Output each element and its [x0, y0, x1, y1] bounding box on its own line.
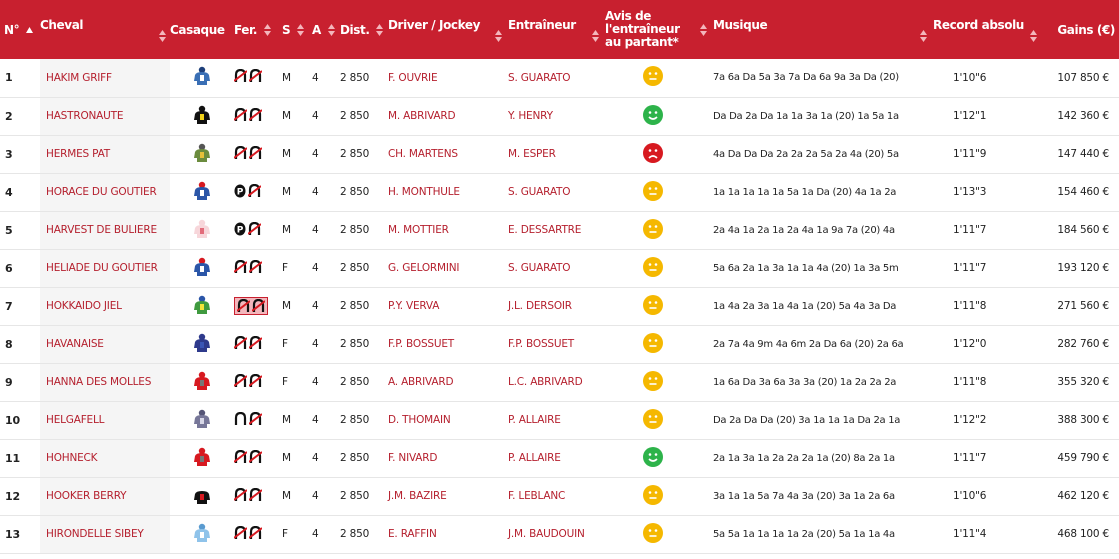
barred-shoe-icon: [234, 450, 247, 464]
sexe-cell: M: [282, 224, 291, 236]
sort-icon: [920, 30, 927, 42]
horse-name-link[interactable]: HIRONDELLE SIBEY: [40, 515, 170, 553]
age-cell: 4: [312, 262, 319, 274]
shoeing-indicator: [234, 488, 262, 502]
driver-link[interactable]: D. THOMAIN: [388, 414, 451, 426]
good-smiley-icon: [643, 105, 663, 128]
avis-cell: [605, 515, 713, 553]
sexe-cell: M: [282, 71, 291, 84]
sort-icon: [1030, 30, 1037, 42]
gains-cell: 107 850 €: [1057, 71, 1109, 84]
musique-cell: 1a 1a 1a 1a 1a 5a 1a Da (20) 4a 1a 2a: [713, 186, 897, 198]
age-cell: 4: [312, 414, 319, 426]
table-row[interactable]: [0, 173, 1119, 211]
bad-smiley-icon: [643, 143, 663, 166]
col-header-record-label: Record absolu: [933, 18, 1024, 32]
record-cell: 1'11"7: [953, 452, 987, 464]
avis-cell: [605, 173, 713, 211]
shoeing-indicator: [234, 184, 261, 198]
jockey-silk-icon: [193, 143, 211, 166]
record-cell: 1'11"8: [953, 300, 987, 312]
col-header-a-label: A: [312, 22, 321, 37]
barred-shoe-icon: [249, 108, 262, 122]
table-row[interactable]: [0, 135, 1119, 173]
plate-icon: [234, 184, 246, 198]
driver-link[interactable]: H. MONTHULE: [388, 186, 460, 198]
record-cell: 1'11"7: [953, 262, 987, 274]
musique-cell: 5a 5a 1a 1a 1a 1a 2a (20) 5a 1a 1a 4a: [713, 528, 895, 540]
casaque-cell: [170, 135, 234, 173]
fer-cell: [234, 59, 282, 97]
good-smiley-icon: [643, 447, 663, 470]
sort-icon: [297, 24, 304, 36]
jockey-silk-icon: [193, 257, 211, 280]
sort-icon: [376, 24, 383, 36]
driver-link[interactable]: F. NIVARD: [388, 452, 438, 464]
col-header-fer-label: Fer.: [234, 22, 258, 37]
sexe-cell: F: [282, 376, 288, 388]
plate-icon: [234, 222, 246, 236]
sort-icon: [700, 24, 707, 36]
distance-cell: 2 850: [340, 224, 370, 236]
sexe-cell: M: [282, 148, 291, 160]
age-cell: 4: [312, 71, 319, 84]
driver-link[interactable]: M. ABRIVARD: [388, 110, 456, 122]
record-cell: 1'12"2: [953, 414, 987, 426]
col-header-fer[interactable]: [234, 0, 282, 59]
barred-shoe-icon: [252, 299, 265, 313]
col-header-avis-label: Avis de l'entraîneur au partant*: [605, 9, 680, 49]
gains-cell: 468 100 €: [1057, 528, 1109, 540]
table-row[interactable]: [0, 59, 1119, 97]
fer-cell: [234, 97, 282, 135]
age-cell: 4: [312, 224, 319, 236]
trainer-link[interactable]: M. ESPER: [508, 148, 556, 160]
casaque-cell: [170, 477, 234, 515]
age-cell: 4: [312, 148, 319, 160]
col-header-cheval-label: Cheval: [40, 18, 84, 32]
sort-icon: [592, 30, 599, 42]
fer-cell: [234, 211, 282, 249]
shoeing-indicator: [234, 526, 262, 540]
barred-shoe-icon: [249, 450, 262, 464]
musique-cell: 5a 6a 2a 1a 3a 1a 1a 4a (20) 1a 3a 5m: [713, 262, 899, 274]
sexe-cell: M: [282, 414, 291, 426]
barred-shoe-icon: [249, 374, 262, 388]
trainer-link[interactable]: L.C. ABRIVARD: [508, 376, 583, 388]
avis-cell: [605, 477, 713, 515]
runner-number: 10: [5, 413, 20, 427]
col-header-avis[interactable]: [605, 0, 713, 59]
shoeing-indicator: [234, 297, 268, 315]
casaque-cell: [170, 211, 234, 249]
distance-cell: 2 850: [340, 490, 370, 502]
sexe-cell: M: [282, 110, 291, 122]
sort-icon: [159, 30, 166, 42]
trainer-link[interactable]: E. DESSARTRE: [508, 224, 582, 236]
age-cell: 4: [312, 300, 319, 312]
trainer-link[interactable]: S. GUARATO: [508, 71, 571, 84]
fer-cell: [234, 325, 282, 363]
col-header-cheval[interactable]: [40, 0, 170, 59]
col-header-entraineur[interactable]: [508, 0, 605, 59]
neutral-smiley-icon: [643, 485, 663, 508]
avis-cell: [605, 97, 713, 135]
casaque-cell: [170, 515, 234, 553]
horse-name-link[interactable]: HELGAFELL: [40, 401, 170, 439]
gains-cell: 184 560 €: [1057, 224, 1109, 236]
driver-link[interactable]: A. ABRIVARD: [388, 376, 454, 388]
table-row[interactable]: [0, 249, 1119, 287]
neutral-smiley-icon: [643, 371, 663, 394]
fer-cell: [234, 249, 282, 287]
barred-shoe-icon: [248, 184, 261, 198]
neutral-smiley-icon: [643, 333, 663, 356]
record-cell: 1'11"4: [953, 528, 987, 540]
record-cell: 1'12"0: [953, 338, 987, 350]
sort-icon: [264, 24, 271, 36]
sexe-cell: M: [282, 452, 291, 464]
horse-name-link[interactable]: HANNA DES MOLLES: [40, 363, 170, 401]
fer-cell: [234, 287, 282, 325]
col-header-dist[interactable]: [340, 0, 388, 59]
horseshoe-icon: [234, 412, 247, 426]
col-header-num-label: N°: [4, 22, 20, 37]
table-row[interactable]: [0, 211, 1119, 249]
distance-cell: 2 850: [340, 338, 370, 350]
avis-cell: [605, 363, 713, 401]
record-cell: 1'13"3: [953, 186, 987, 198]
sexe-cell: F: [282, 262, 288, 274]
barred-shoe-icon: [249, 146, 262, 160]
casaque-cell: [170, 97, 234, 135]
shoeing-indicator: [234, 336, 262, 350]
avis-cell: [605, 439, 713, 477]
horse-name-link[interactable]: HOOKER BERRY: [40, 477, 170, 515]
avis-cell: [605, 135, 713, 173]
table-row[interactable]: [0, 325, 1119, 363]
sexe-cell: F: [282, 528, 288, 540]
col-header-driver[interactable]: [388, 0, 508, 59]
jockey-silk-icon: [193, 447, 211, 470]
gains-cell: 388 300 €: [1057, 414, 1109, 426]
musique-cell: 2a 4a 1a 2a 1a 2a 4a 1a 9a 7a (20) 4a: [713, 224, 895, 236]
avis-cell: [605, 249, 713, 287]
driver-link[interactable]: G. GELORMINI: [388, 262, 460, 274]
fer-cell: [234, 439, 282, 477]
jockey-silk-icon: [193, 105, 211, 128]
horse-name-link[interactable]: HAKIM GRIFF: [40, 59, 170, 97]
jockey-silk-icon: [193, 409, 211, 432]
trainer-link[interactable]: P. ALLAIRE: [508, 414, 561, 426]
header-row: [0, 0, 1119, 59]
table-row[interactable]: [0, 477, 1119, 515]
runner-number: 12: [5, 489, 20, 503]
table-row[interactable]: [0, 287, 1119, 325]
jockey-silk-icon: [193, 295, 211, 318]
trainer-link[interactable]: F. LEBLANC: [508, 490, 566, 502]
horse-name-link[interactable]: HOHNECK: [40, 439, 170, 477]
barred-shoe-icon: [249, 69, 262, 83]
barred-shoe-icon: [234, 260, 247, 274]
age-cell: 4: [312, 338, 319, 350]
runner-number: 7: [5, 299, 13, 313]
age-cell: 4: [312, 110, 319, 122]
table-row[interactable]: [0, 401, 1119, 439]
sexe-cell: M: [282, 490, 291, 502]
casaque-cell: [170, 439, 234, 477]
jockey-silk-icon: [193, 485, 211, 508]
driver-link[interactable]: CH. MARTENS: [388, 148, 458, 160]
barred-shoe-icon: [249, 260, 262, 274]
trainer-link[interactable]: S. GUARATO: [508, 186, 571, 198]
svg-text:P: P: [236, 225, 244, 235]
musique-cell: 3a 1a 1a 5a 7a 4a 3a (20) 3a 1a 2a 6a: [713, 490, 895, 502]
barred-shoe-icon: [234, 488, 247, 502]
sexe-cell: M: [282, 300, 291, 312]
col-header-gains-label: Gains (€): [1057, 22, 1115, 37]
shoeing-indicator: [234, 450, 262, 464]
age-cell: 4: [312, 528, 319, 540]
col-header-casaque-label: Casaque: [170, 22, 225, 37]
runner-number: 13: [5, 527, 20, 541]
fer-cell: [234, 135, 282, 173]
table-row[interactable]: [0, 363, 1119, 401]
distance-cell: 2 850: [340, 186, 370, 198]
jockey-silk-icon: [193, 371, 211, 394]
barred-shoe-icon: [249, 526, 262, 540]
barred-shoe-icon: [234, 526, 247, 540]
musique-cell: 1a 4a 2a 3a 1a 4a 1a (20) 5a 4a 3a Da: [713, 300, 897, 312]
runner-number: 6: [5, 261, 13, 275]
trainer-link[interactable]: Y. HENRY: [508, 110, 553, 122]
barred-shoe-icon: [234, 374, 247, 388]
barred-shoe-icon: [234, 336, 247, 350]
distance-cell: 2 850: [340, 376, 370, 388]
age-cell: 4: [312, 376, 319, 388]
jockey-silk-icon: [193, 219, 211, 242]
runner-number: 9: [5, 375, 13, 389]
runner-number: 3: [5, 147, 13, 161]
casaque-cell: [170, 363, 234, 401]
trainer-link[interactable]: F.P. BOSSUET: [508, 338, 575, 350]
casaque-cell: [170, 173, 234, 211]
barred-shoe-icon: [249, 336, 262, 350]
barred-shoe-icon: [248, 222, 261, 236]
horse-name-link[interactable]: HAVANAISE: [40, 325, 170, 363]
avis-cell: [605, 59, 713, 97]
gains-cell: 355 320 €: [1057, 376, 1109, 388]
record-cell: 1'11"8: [953, 376, 987, 388]
trainer-link[interactable]: S. GUARATO: [508, 262, 571, 274]
distance-cell: 2 850: [340, 300, 370, 312]
avis-cell: [605, 211, 713, 249]
distance-cell: 2 850: [340, 110, 370, 122]
horse-name-link[interactable]: HORACE DU GOUTIER: [40, 173, 170, 211]
neutral-smiley-icon: [643, 523, 663, 546]
sort-icon: [495, 30, 502, 42]
table-row[interactable]: [0, 439, 1119, 477]
driver-link[interactable]: F. OUVRIE: [388, 71, 438, 84]
col-header-s-label: S: [282, 22, 291, 37]
col-header-entraineur-label: Entraîneur: [508, 18, 576, 32]
musique-cell: 2a 1a 3a 1a 2a 2a 2a 1a (20) 8a 2a 1a: [713, 452, 895, 464]
horse-name-link[interactable]: HASTRONAUTE: [40, 97, 170, 135]
gains-cell: 282 760 €: [1057, 338, 1109, 350]
distance-cell: 2 850: [340, 452, 370, 464]
barred-shoe-icon: [237, 299, 250, 313]
musique-cell: 2a 7a 4a 9m 4a 6m 2a Da 6a (20) 2a 6a: [713, 338, 904, 350]
col-header-num[interactable]: [0, 0, 40, 59]
record-cell: 1'10"6: [953, 490, 987, 502]
runner-number: 5: [5, 223, 13, 237]
musique-cell: 7a 6a Da 5a 3a 7a Da 6a 9a 3a Da (20): [713, 72, 899, 84]
trainer-link[interactable]: J.L. DERSOIR: [508, 300, 572, 312]
runner-number: 8: [5, 337, 13, 351]
avis-cell: [605, 325, 713, 363]
shoeing-indicator: [234, 374, 262, 388]
fer-cell: [234, 363, 282, 401]
distance-cell: 2 850: [340, 71, 370, 84]
neutral-smiley-icon: [643, 219, 663, 242]
neutral-smiley-icon: [643, 66, 663, 89]
gains-cell: 271 560 €: [1057, 300, 1109, 312]
gains-cell: 193 120 €: [1057, 262, 1109, 274]
jockey-silk-icon: [193, 333, 211, 356]
sexe-cell: F: [282, 338, 288, 350]
casaque-cell: [170, 249, 234, 287]
barred-shoe-icon: [249, 412, 262, 426]
musique-cell: 4a Da Da Da 2a 2a 2a 5a 2a 4a (20) 5a: [713, 148, 899, 160]
col-header-dist-label: Dist.: [340, 22, 370, 37]
barred-shoe-icon: [234, 69, 247, 83]
jockey-silk-icon: [193, 523, 211, 546]
table-row[interactable]: [0, 515, 1119, 553]
runner-number: 2: [5, 109, 13, 123]
neutral-smiley-icon: [643, 409, 663, 432]
gains-cell: 154 460 €: [1057, 186, 1109, 198]
barred-shoe-icon: [234, 146, 247, 160]
col-header-age[interactable]: [312, 0, 340, 59]
svg-text:P: P: [236, 187, 244, 197]
musique-cell: Da 2a Da Da (20) 3a 1a 1a 1a Da 2a 1a: [713, 414, 901, 426]
neutral-smiley-icon: [643, 257, 663, 280]
barred-shoe-icon: [249, 488, 262, 502]
avis-cell: [605, 401, 713, 439]
col-header-casaque: [170, 0, 234, 59]
col-header-gains[interactable]: [1043, 0, 1119, 59]
musique-cell: Da Da 2a Da 1a 1a 3a 1a (20) 1a 5a 1a: [713, 110, 899, 122]
record-cell: 1'11"9: [953, 148, 987, 160]
col-header-musique-label: Musique: [713, 18, 768, 32]
gains-cell: 462 120 €: [1057, 490, 1109, 502]
age-cell: 4: [312, 186, 319, 198]
shoeing-indicator: [234, 412, 262, 426]
driver-link[interactable]: M. MOTTIER: [388, 224, 449, 236]
sort-asc-icon: [26, 27, 33, 33]
fer-cell: [234, 477, 282, 515]
record-cell: 1'11"7: [953, 224, 987, 236]
trainer-link[interactable]: P. ALLAIRE: [508, 452, 561, 464]
neutral-smiley-icon: [643, 181, 663, 204]
horse-name-link[interactable]: HERMES PAT: [40, 135, 170, 173]
shoeing-indicator: [234, 108, 262, 122]
casaque-cell: [170, 59, 234, 97]
driver-link[interactable]: J.M. BAZIRE: [388, 490, 447, 502]
shoeing-indicator: [234, 260, 262, 274]
gains-cell: 142 360 €: [1057, 110, 1109, 122]
gains-cell: 459 790 €: [1057, 452, 1109, 464]
runner-number: 4: [5, 185, 13, 199]
horse-name-link[interactable]: HELIADE DU GOUTIER: [40, 249, 170, 287]
gains-cell: 147 440 €: [1057, 148, 1109, 160]
sexe-cell: M: [282, 186, 291, 198]
jockey-silk-icon: [193, 181, 211, 204]
neutral-smiley-icon: [643, 295, 663, 318]
barred-shoe-icon: [234, 108, 247, 122]
record-cell: 1'10"6: [953, 71, 987, 84]
avis-cell: [605, 287, 713, 325]
col-header-sexe[interactable]: [282, 0, 312, 59]
distance-cell: 2 850: [340, 148, 370, 160]
runner-number: 1: [5, 71, 13, 85]
fer-cell: [234, 173, 282, 211]
horse-name-link[interactable]: HOKKAIDO JIEL: [40, 287, 170, 325]
horse-name-link[interactable]: HARVEST DE BULIERE: [40, 211, 170, 249]
driver-link[interactable]: P.Y. VERVA: [388, 300, 440, 312]
age-cell: 4: [312, 490, 319, 502]
trainer-link[interactable]: J.M. BAUDOUIN: [508, 528, 585, 540]
runner-number: 11: [5, 451, 20, 465]
sort-icon: [328, 24, 335, 36]
casaque-cell: [170, 325, 234, 363]
driver-link[interactable]: F.P. BOSSUET: [388, 338, 455, 350]
record-cell: 1'12"1: [953, 110, 987, 122]
table-row[interactable]: [0, 97, 1119, 135]
fer-cell: [234, 401, 282, 439]
age-cell: 4: [312, 452, 319, 464]
col-header-musique[interactable]: [713, 0, 933, 59]
fer-cell: [234, 515, 282, 553]
col-header-driver-label: Driver / Jockey: [388, 18, 481, 32]
jockey-silk-icon: [193, 66, 211, 89]
distance-cell: 2 850: [340, 262, 370, 274]
driver-link[interactable]: E. RAFFIN: [388, 528, 437, 540]
casaque-cell: [170, 287, 234, 325]
musique-cell: 1a 6a Da 3a 6a 3a 3a (20) 1a 2a 2a 2a: [713, 376, 897, 388]
casaque-cell: [170, 401, 234, 439]
distance-cell: 2 850: [340, 528, 370, 540]
col-header-record[interactable]: [933, 0, 1043, 59]
shoeing-indicator: [234, 146, 262, 160]
distance-cell: 2 850: [340, 414, 370, 426]
shoeing-indicator: [234, 222, 261, 236]
shoeing-indicator: [234, 69, 262, 83]
